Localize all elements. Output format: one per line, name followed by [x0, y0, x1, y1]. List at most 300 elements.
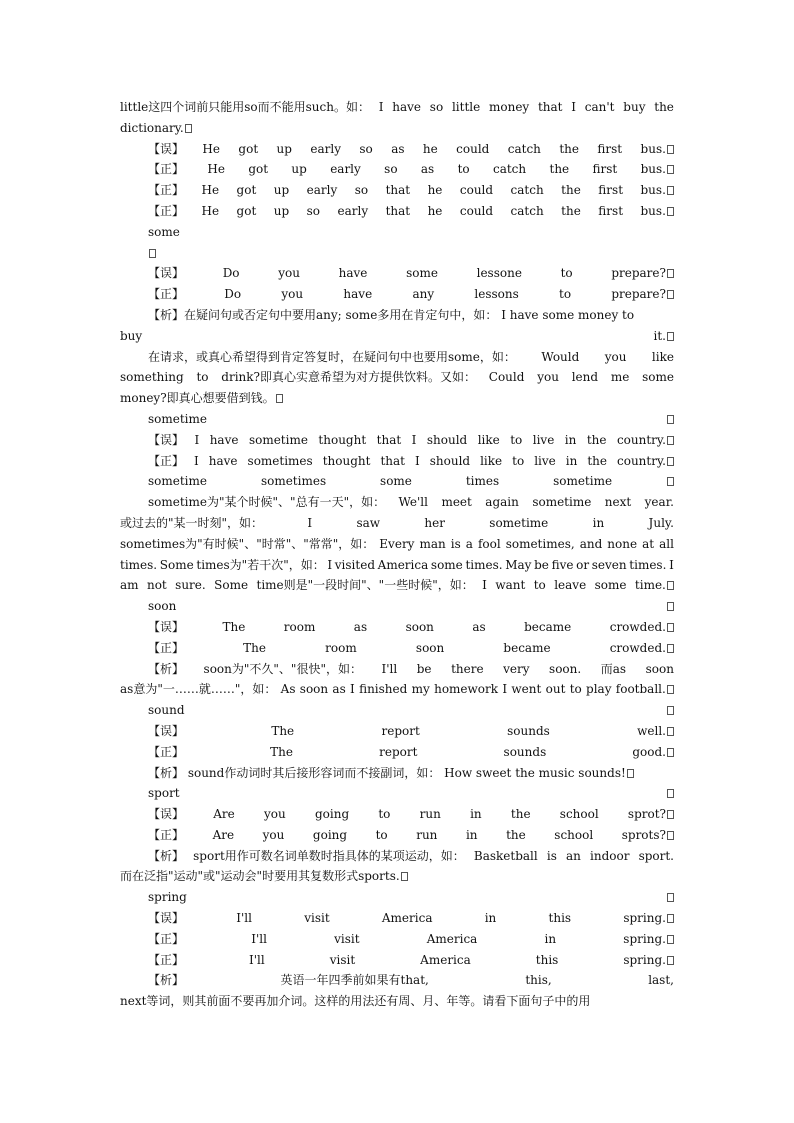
word: as [472, 619, 486, 634]
word: or [576, 557, 590, 572]
word: 【析】 [148, 973, 185, 988]
text-line [120, 222, 674, 243]
word: good. [632, 742, 674, 763]
word: some [406, 266, 438, 281]
paragraph-mark-icon [401, 872, 408, 881]
word: got [238, 141, 259, 156]
word: 【正】 [148, 952, 185, 967]
word: first [598, 203, 624, 218]
word: Would [541, 349, 580, 364]
word [666, 409, 674, 430]
word: run [416, 827, 438, 842]
paragraph-mark-icon [667, 207, 674, 216]
word: drink?即真心实意希望为对方提供饮料。又如： [221, 370, 476, 385]
word: 【析】 [148, 848, 185, 863]
word: I [502, 682, 508, 697]
word: first [592, 162, 618, 177]
word: 【误】 [148, 723, 185, 738]
word: have [208, 453, 238, 468]
word: the [586, 432, 607, 447]
word: that [385, 183, 411, 198]
word: got [236, 183, 257, 198]
word: money?即真心想要借到钱。 [120, 391, 283, 405]
word: 【误】 [148, 619, 185, 634]
word: prepare? [611, 263, 674, 284]
word: 【误】 [148, 266, 185, 281]
text-line [120, 721, 674, 742]
word: catch [510, 183, 544, 198]
word: lessons [474, 287, 519, 302]
word: sprot? [628, 804, 674, 825]
word: have [343, 287, 373, 302]
word: some [380, 474, 412, 489]
word: sounds [507, 723, 550, 738]
word: times为"若干次"，如： [196, 557, 325, 572]
word: so [306, 203, 321, 218]
word: I [414, 453, 420, 468]
word: so [354, 183, 369, 198]
word: so [384, 162, 398, 177]
text-line [120, 950, 674, 971]
paragraph-mark-icon [667, 789, 674, 798]
paragraph-mark-icon [667, 269, 674, 278]
word: time. [635, 575, 674, 596]
text-line [120, 970, 674, 991]
word: first [597, 141, 623, 156]
word: have [392, 100, 422, 114]
word: the [587, 453, 607, 468]
word: not [146, 578, 167, 593]
word: this [535, 952, 559, 967]
word: went [511, 682, 542, 697]
word: visit [329, 952, 356, 967]
word: became [503, 640, 551, 655]
word: sometime [148, 411, 208, 426]
word: be [534, 557, 549, 572]
word: Every [379, 536, 415, 551]
word: room [283, 619, 316, 634]
word: early [337, 203, 369, 218]
word: could [459, 203, 494, 218]
word: finished [359, 682, 408, 697]
word: crowded. [610, 617, 674, 638]
word: sometime [489, 515, 549, 530]
word: going [312, 827, 348, 842]
word: money [488, 100, 530, 114]
word: sometime [148, 474, 208, 489]
word: 【误】 [148, 141, 185, 156]
word: soon [645, 661, 674, 676]
word: to [375, 827, 388, 842]
word: The [270, 744, 293, 759]
word: play [586, 682, 612, 697]
word: I [327, 557, 333, 572]
text-line [120, 97, 674, 118]
word: 【正】 [148, 183, 185, 198]
word: the [549, 162, 570, 177]
word: to [196, 370, 209, 385]
word: this [548, 911, 572, 926]
word: it. [654, 326, 674, 347]
paragraph-mark-icon [185, 124, 192, 133]
word: room [325, 640, 357, 655]
word: to [512, 453, 525, 468]
word: to [378, 807, 391, 822]
paragraph-mark-icon [667, 956, 674, 965]
word: like [651, 349, 674, 364]
paragraph-mark-icon [149, 249, 156, 258]
word: again [485, 495, 519, 510]
word: last, [648, 973, 674, 988]
text-line [120, 742, 674, 763]
word: that [376, 432, 402, 447]
word: up [276, 141, 292, 156]
word: is [546, 848, 557, 863]
word: report [381, 723, 420, 738]
word: 英语一年四季前如果有that, [280, 973, 429, 988]
text-line [120, 243, 674, 264]
word: the [510, 807, 531, 822]
word: there [451, 661, 484, 676]
word: sometime [248, 432, 308, 447]
word: times. [465, 557, 503, 572]
word: The [222, 619, 246, 634]
word: 【析】 sound作动词时其后接形容词而不接副词，如： How sweet the music sounds! [148, 766, 634, 780]
word: July. [648, 515, 674, 530]
word: As [280, 682, 296, 697]
word: dictionary. [120, 121, 192, 135]
word: time则是"一段时间"、"一些时候"，如： [256, 578, 474, 593]
word [666, 700, 674, 721]
paragraph-mark-icon [667, 145, 674, 154]
paragraph-mark-icon [667, 727, 674, 736]
word: The [243, 640, 267, 655]
text-line [120, 659, 674, 680]
word: sport [148, 786, 180, 801]
text-line [120, 887, 674, 908]
word: the [559, 141, 579, 156]
text-line [120, 763, 674, 784]
paragraph-mark-icon [667, 477, 674, 486]
word: sometime [532, 495, 592, 510]
word: to [559, 287, 572, 302]
word: country. [617, 430, 674, 451]
word: should [426, 432, 468, 447]
word: times. [629, 557, 667, 572]
word: run [419, 807, 441, 822]
word: 【正】 [148, 640, 185, 655]
word: bus. [641, 159, 674, 180]
word: I [194, 453, 199, 468]
paragraph-mark-icon [667, 415, 674, 424]
text-line [120, 866, 674, 887]
paragraph-mark-icon [667, 831, 674, 840]
paragraph-mark-icon [667, 332, 674, 341]
paragraph-mark-icon [667, 893, 674, 902]
word: I [378, 100, 384, 114]
text-line [120, 139, 674, 160]
text-line [120, 825, 674, 846]
word: to [560, 266, 573, 281]
word: an [565, 848, 581, 863]
word: and [579, 536, 603, 551]
word: He [201, 183, 220, 198]
word: to [569, 682, 582, 697]
word: school [554, 827, 594, 842]
word: some [642, 370, 674, 385]
word: that [380, 453, 405, 468]
word: early [330, 162, 361, 177]
word: soon [299, 682, 329, 697]
word: the [561, 183, 581, 198]
text-line [120, 492, 674, 513]
word: soon. [549, 661, 582, 676]
word: The [271, 723, 295, 738]
paragraph-mark-icon [667, 457, 674, 466]
word: at [642, 536, 655, 551]
word: he [427, 203, 443, 218]
word: five [551, 557, 574, 572]
word: I'll [251, 931, 267, 946]
word: 【正】 [148, 203, 185, 218]
text-line [120, 305, 674, 326]
word: none [607, 536, 638, 551]
text-line [120, 929, 674, 950]
word: school [559, 807, 599, 822]
word: became [524, 619, 572, 634]
word: We'll [398, 495, 428, 510]
paragraph-mark-icon [667, 165, 674, 174]
word: Some [214, 578, 249, 593]
word: times [465, 474, 500, 489]
text-line [120, 596, 674, 617]
word: soon [148, 599, 177, 614]
word: as [353, 619, 368, 634]
word: my [411, 682, 430, 697]
word: Do [222, 266, 240, 281]
text-line [120, 388, 674, 409]
word: report [379, 744, 418, 759]
word: sport. [638, 848, 674, 863]
word: I'll [249, 952, 265, 967]
word: Are [213, 807, 235, 822]
paragraph-mark-icon [667, 935, 674, 944]
word: He [202, 141, 220, 156]
word: country. [617, 451, 674, 472]
word: He [207, 162, 225, 177]
word: 【正】 [148, 931, 185, 946]
word: I [571, 100, 577, 114]
paragraph-mark-icon [667, 748, 674, 757]
word: could [459, 183, 494, 198]
word: going [314, 807, 350, 822]
word: to [533, 578, 546, 593]
word: the [506, 827, 526, 842]
word: a [465, 536, 473, 551]
word: I [194, 432, 200, 447]
word: 【正】 [148, 162, 185, 177]
word: 或过去的"某一时刻"，如： [120, 515, 264, 530]
text-line [120, 451, 674, 472]
word: in [592, 515, 605, 530]
word: bus. [641, 139, 674, 160]
word: 【误】 [148, 911, 185, 926]
word: some [148, 224, 180, 239]
text-line [120, 700, 674, 721]
word: 【误】 [148, 432, 185, 447]
word: you [278, 266, 300, 281]
word: sometimes为"有时候"、"时常"、"常常"，如： [120, 536, 375, 551]
paragraph-mark-icon [667, 623, 674, 632]
word: in [565, 453, 578, 468]
word: next [604, 495, 632, 510]
word: he [427, 183, 443, 198]
word: in [564, 432, 577, 447]
word: sometimes [247, 453, 313, 468]
word: soon [405, 619, 434, 634]
word: 【误】 [148, 807, 185, 822]
word: is [450, 536, 461, 551]
word: 而as [600, 661, 627, 676]
word: up [291, 162, 307, 177]
word: sure. [175, 578, 206, 593]
word: early [306, 183, 338, 198]
word: in [470, 807, 482, 822]
word: as [332, 682, 346, 697]
word: spring. [623, 929, 674, 950]
word: 在请求，或真心希望得到肯定答复时，在疑问句中也要用some，如： [148, 349, 516, 364]
word: so [359, 141, 373, 156]
word: visited [334, 557, 375, 572]
word: as意为"一……就……"，如： [120, 682, 277, 697]
word: soon为"不久"、"很快"，如： [203, 661, 362, 676]
word: thought [322, 453, 371, 468]
word: sometimes, [505, 536, 575, 551]
paragraph-mark-icon [667, 685, 674, 694]
word: live [532, 432, 555, 447]
word: He [201, 203, 220, 218]
paragraph-mark-icon [667, 581, 674, 590]
word: as [420, 162, 435, 177]
word: up [273, 203, 290, 218]
text-line [120, 263, 674, 284]
text-line [120, 347, 674, 368]
word: Do [224, 287, 242, 302]
word: 【正】 [148, 287, 185, 302]
word: 【析】在疑问句或否定句中要用any; some多用在肯定句中，如： I have some money to [148, 307, 635, 322]
word: sounds [503, 744, 547, 759]
word: crowded. [610, 638, 674, 659]
word [666, 783, 674, 804]
word: sprots? [622, 825, 674, 846]
paragraph-mark-icon [667, 290, 674, 299]
word: that [385, 203, 411, 218]
word: that [537, 100, 563, 114]
word: America [426, 931, 478, 946]
word: May [505, 557, 532, 572]
word: 【正】 [148, 744, 185, 759]
document-body [120, 97, 674, 1012]
word [666, 887, 674, 908]
text-line [120, 846, 674, 867]
word: meet [441, 495, 472, 510]
word: spring. [623, 950, 674, 971]
paragraph-mark-icon [667, 602, 674, 611]
word: sometime [553, 474, 613, 489]
text-line [120, 326, 674, 347]
word: got [236, 203, 257, 218]
word: this, [525, 973, 552, 988]
word: should [429, 453, 471, 468]
text-line [120, 284, 674, 305]
word: America [377, 557, 429, 572]
word: you [604, 349, 627, 364]
word: lend [571, 370, 599, 385]
text-line [120, 367, 674, 388]
word: I'll [381, 661, 398, 676]
word: I [307, 515, 313, 530]
word: I [350, 682, 355, 697]
paragraph-mark-icon [667, 186, 674, 195]
word: catch [510, 203, 544, 218]
word: he [422, 141, 438, 156]
word: me [610, 370, 630, 385]
word: 【析】 [148, 661, 185, 676]
paragraph-mark-icon [276, 394, 283, 403]
word: fool [477, 536, 501, 551]
paragraph-mark-icon [667, 810, 674, 819]
word: visit [334, 931, 360, 946]
text-line [120, 804, 674, 825]
text-line [120, 555, 674, 576]
word: have [209, 432, 239, 447]
word: early [310, 141, 341, 156]
word: as [391, 141, 405, 156]
word: in [544, 931, 557, 946]
word: homework [434, 682, 499, 697]
word: bus. [641, 201, 674, 222]
word: am [120, 578, 139, 593]
text-line [120, 118, 674, 139]
word: America [420, 952, 471, 967]
word: like [477, 432, 500, 447]
word: the [561, 203, 581, 218]
word: times. [120, 557, 158, 572]
word: visit [304, 911, 330, 926]
word: can't [584, 100, 615, 114]
text-line [120, 638, 674, 659]
word [666, 596, 674, 617]
paragraph-mark-icon [667, 644, 674, 653]
word: I [411, 432, 417, 447]
word: live [534, 453, 556, 468]
word: sound [148, 703, 185, 718]
text-line [120, 430, 674, 451]
word: leave [554, 578, 587, 593]
text-line [120, 575, 674, 596]
word: something [120, 370, 184, 385]
word: you [281, 287, 304, 302]
word: 而在泛指"运动"或"运动会"时要用其复数形式sports. [120, 869, 408, 883]
word: very [503, 661, 530, 676]
word [148, 246, 156, 260]
word: so [429, 100, 444, 114]
word: little [451, 100, 481, 114]
text-line [120, 159, 674, 180]
word: to [510, 432, 523, 447]
word: like [480, 453, 503, 468]
text-line [120, 409, 674, 430]
